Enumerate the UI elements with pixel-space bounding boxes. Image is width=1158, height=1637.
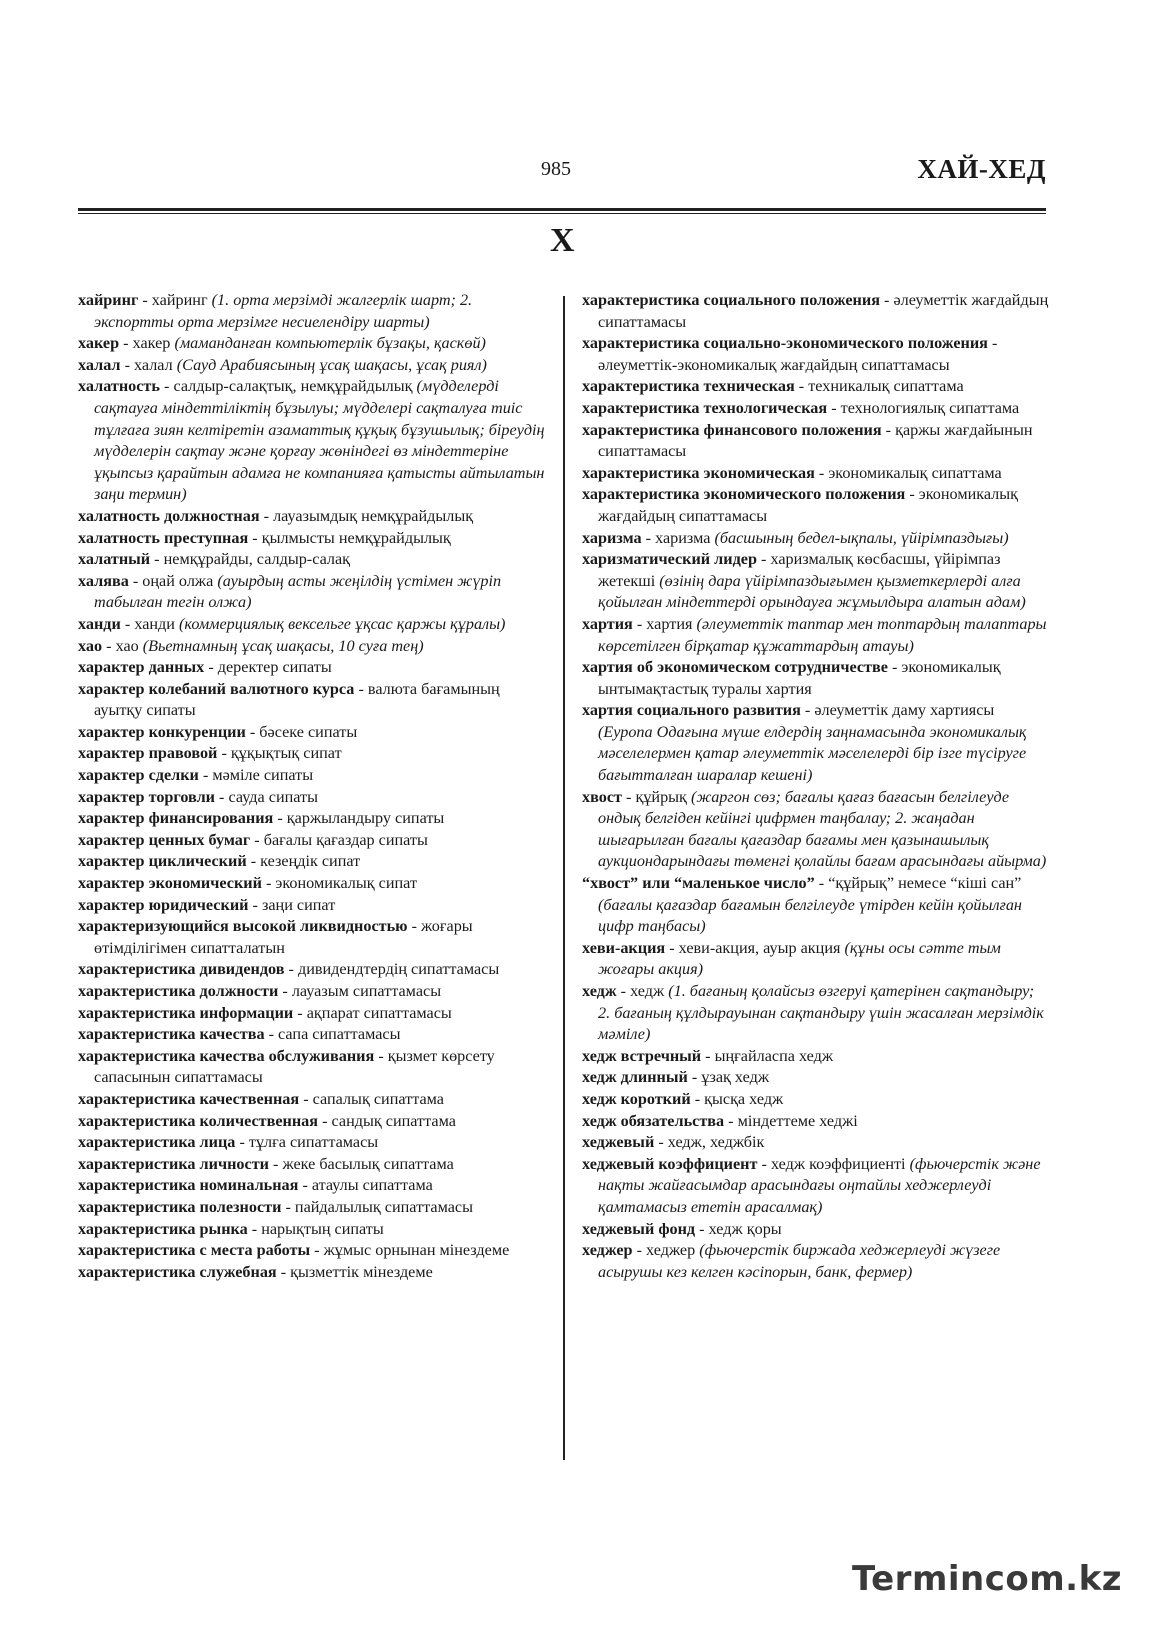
entry-note: (фьючерстік және нақты жайғасымдар арасындағы оңтайлы хеджерлеуді қамтамасыз ететін арасалмақ) <box>598 1154 1041 1216</box>
entry-term: характеристика экономического положения <box>582 485 906 504</box>
entry-translation: кезеңдік сипат <box>260 852 361 871</box>
entry-term: характеристика качественная <box>78 1089 300 1108</box>
entry-translation: әлеуметтік-экономикалық жағдайдың сипаттамасы <box>598 355 950 374</box>
entry-separator: - <box>632 1241 647 1260</box>
entry-term: хеджевый фонд <box>582 1219 696 1238</box>
dictionary-entry <box>78 981 548 1003</box>
entry-translation: хакер <box>132 334 175 353</box>
entry-translation: міндеттеме хеджі <box>737 1111 858 1130</box>
dictionary-entry <box>78 1262 548 1284</box>
entry-term: характеристика полезности <box>78 1197 282 1216</box>
entry-separator: - <box>150 550 164 569</box>
entry-translation: хеви-акция, ауыр акция <box>678 938 845 957</box>
dictionary-entry <box>78 657 548 679</box>
entry-term: характеристика лица <box>78 1133 236 1152</box>
entry-term: характеристика социального положения <box>582 291 880 309</box>
entry-translation: қызметтік мінездеме <box>290 1262 433 1281</box>
entry-translation: экономикалық сипат <box>275 874 418 893</box>
entry-separator: - <box>621 787 636 806</box>
dictionary-entry <box>78 1024 548 1046</box>
dictionary-entry <box>78 549 548 571</box>
dictionary-entry <box>78 614 548 636</box>
entry-term: хао <box>78 636 103 655</box>
running-head: ХАЙ-ХЕД <box>917 154 1046 184</box>
entry-term: характеристика с места работы <box>78 1241 311 1260</box>
header-rule-thin <box>78 213 1046 214</box>
entry-note: (Сауд Арабиясының ұсақ шақасы, ұсақ риял) <box>176 355 487 374</box>
entry-term: халатность <box>78 377 160 396</box>
entry-separator: - <box>217 744 231 763</box>
entry-translation: лауазым сипаттамасы <box>291 982 442 1000</box>
entry-separator: - <box>310 1241 324 1260</box>
watermark-text: Termincom.kz <box>851 1559 1122 1599</box>
entry-term: характеристика техническая <box>582 377 795 396</box>
dictionary-entry <box>582 657 1050 700</box>
entry-translation: хедж коэффициенті <box>770 1154 910 1173</box>
entry-translation: жеке басылық сипаттама <box>282 1154 454 1173</box>
entry-translation: валюта бағамының ауытқу сипаты <box>94 679 500 720</box>
entry-term: характеристика номинальная <box>78 1176 299 1195</box>
entry-separator: - <box>665 938 679 957</box>
dictionary-entry <box>78 1154 548 1176</box>
entry-note: (коммерциялық вексельге ұқсас қаржы құралы) <box>179 614 506 633</box>
entry-translation: экономикалық сипаттама <box>828 463 1002 482</box>
entry-separator: - <box>298 1176 312 1195</box>
entry-separator: - <box>881 420 896 439</box>
entry-translation: деректер сипаты <box>217 658 332 677</box>
dictionary-entry <box>78 1240 548 1262</box>
entry-separator: - <box>120 614 135 633</box>
entry-separator: - <box>215 787 229 806</box>
dictionary-entry <box>78 1003 548 1025</box>
entry-translation: пайдалылық сипаттамасы <box>294 1197 473 1216</box>
entry-translation: халал <box>134 355 177 374</box>
entry-translation: харизмалық көсбасшы, үйірімпаз жетекші <box>598 550 1001 590</box>
entry-translation: хедж, хеджбік <box>667 1133 765 1152</box>
entry-term: характеризующийся высокой ликвидностью <box>78 917 408 936</box>
entry-translation: бағалы қағаздар сипаты <box>263 830 428 849</box>
dictionary-entry <box>582 1067 1050 1089</box>
entry-translation: хартия <box>646 614 697 633</box>
dictionary-entry <box>78 290 548 333</box>
section-letter: Х <box>550 222 575 259</box>
entry-translation: сапа сипаттамасы <box>278 1025 401 1044</box>
entry-term: характер конкуренции <box>78 722 246 741</box>
entry-term: характеристика количественная <box>78 1111 319 1130</box>
dictionary-entry <box>78 528 548 550</box>
dictionary-entry <box>582 376 1050 398</box>
entry-note: (фьючерстік биржада хеджерлеуді жүзеге асырушы кез келген кәсіпорын, банк, фермер) <box>598 1241 1001 1281</box>
entry-term: хеджевый коэффициент <box>582 1154 758 1173</box>
entry-translation: технологиялық сипаттама <box>840 398 1020 417</box>
entry-term: характер торговли <box>78 787 215 806</box>
entry-term: хартия об экономическом сотрудничестве <box>582 658 888 677</box>
dictionary-entry <box>78 851 548 873</box>
dictionary-entry <box>582 290 1050 333</box>
dictionary-entry <box>582 787 1050 873</box>
entry-separator: - <box>616 982 631 1000</box>
entry-term: хакер <box>78 334 120 353</box>
entry-translation: ақпарат сипаттамасы <box>306 1003 452 1022</box>
entry-term: хедж встречный <box>582 1046 702 1065</box>
entry-separator: - <box>276 1262 291 1281</box>
dictionary-entry <box>78 571 548 614</box>
entry-term: халал <box>78 355 121 374</box>
entry-translation: ұзақ хедж <box>701 1068 770 1087</box>
entry-translation: құйрық <box>635 787 691 806</box>
dictionary-entry <box>78 333 548 355</box>
entry-translation: салдыр-салақтық, немқұрайдылық <box>173 377 417 396</box>
entry-term: характер финансирования <box>78 809 274 828</box>
entry-separator: - <box>632 614 647 633</box>
entry-separator: - <box>354 679 368 698</box>
entry-separator: - <box>756 550 771 569</box>
dictionary-entry <box>78 916 548 959</box>
entry-separator: - <box>695 1219 709 1238</box>
entry-separator: - <box>687 1068 702 1087</box>
entry-separator: - <box>827 398 841 417</box>
entry-term: характеристика дивидендов <box>78 960 285 979</box>
entry-separator: - <box>119 334 133 353</box>
entry-note: (өзінің дара үйірімпаздығымен қызметкерлерді алға қойылған міндеттерді орындауға жұмылдыра алатын адам) <box>598 571 1026 612</box>
dictionary-entry <box>78 959 548 981</box>
entry-translation: нарықтың сипаты <box>261 1219 384 1238</box>
entry-translation: хао <box>115 636 143 655</box>
entry-note: (жаргон сөз; бағалы қағаз бағасын белгілеуде ондық белгіден кейінгі цифрмен таңбалау; 2. жаңадан шығарылған бағалы қағаздар бағамы мен қазынашылық аукциондарындағы төменгі қолайлы бағам арасындағы айырма) <box>598 787 1047 871</box>
entry-separator: - <box>374 1046 388 1065</box>
entry-note: (1. бағаның қолайсыз өзгеруі қатерінен сақтандыру; 2. бағаның құлдырауынан сақтандыру үшін жасалған мерзімдік мәміле) <box>598 982 1044 1044</box>
entry-separator: - <box>814 463 829 482</box>
entry-term: характер ценных бумаг <box>78 830 251 849</box>
entry-translation: сауда сипаты <box>228 787 318 806</box>
entry-term: хвост <box>582 787 622 806</box>
entry-separator: - <box>299 1089 313 1108</box>
dictionary-entry <box>78 722 548 744</box>
entry-translation: ханди <box>134 614 179 633</box>
entry-separator: - <box>198 766 213 785</box>
dictionary-entry <box>582 981 1050 1046</box>
dictionary-entry <box>78 1111 548 1133</box>
entry-term: “хвост” или “маленькое число” <box>582 874 815 893</box>
dictionary-entry <box>78 1197 548 1219</box>
entry-separator: - <box>250 830 264 849</box>
entry-translation: дивидендтердің сипаттамасы <box>297 960 500 979</box>
entry-translation: лауазымдық немқұрайдылық <box>273 506 474 525</box>
entry-term: хедж обязательства <box>582 1111 725 1130</box>
dictionary-entry <box>78 679 548 722</box>
entry-term: характер циклический <box>78 852 247 871</box>
entry-separator: - <box>261 874 276 893</box>
dictionary-entry <box>582 1240 1050 1283</box>
entry-translation: хеджер <box>646 1241 700 1260</box>
entry-term: характеристика служебная <box>78 1262 277 1281</box>
dictionary-entry <box>78 830 548 852</box>
entry-term: характеристика информации <box>78 1003 294 1022</box>
dictionary-entry <box>78 765 548 787</box>
entry-term: характер экономический <box>78 874 262 893</box>
entry-separator: - <box>273 809 287 828</box>
entry-translation: хедж <box>630 982 669 1000</box>
entry-separator: - <box>264 1025 279 1044</box>
dictionary-entry <box>78 636 548 658</box>
dictionary-entry <box>78 355 548 377</box>
entry-note: (ауырдың асты жеңілдің үстімен жүріп табылған тегін олжа) <box>94 571 502 612</box>
dictionary-entry <box>78 376 548 506</box>
dictionary-entry <box>582 1046 1050 1068</box>
entry-term: характеристика личности <box>78 1154 269 1173</box>
dictionary-entry <box>78 1219 548 1241</box>
entry-separator: - <box>879 291 894 309</box>
entry-separator: - <box>204 658 218 677</box>
dictionary-entry <box>78 895 548 917</box>
entry-term: хайринг <box>78 291 139 309</box>
entry-term: характер данных <box>78 658 205 677</box>
dictionary-entry <box>582 1089 1050 1111</box>
entry-note: (құны осы сәтте тым жоғары акция) <box>598 938 1001 979</box>
dictionary-entry <box>582 614 1050 657</box>
entry-term: хеджевый <box>582 1133 655 1152</box>
entry-term: халява <box>78 571 129 590</box>
entry-translation: “құйрық” немесе “кіші сан” <box>828 874 1022 893</box>
entry-term: хеджер <box>582 1241 633 1260</box>
entry-term: характеристика финансового положения <box>582 420 882 439</box>
entry-translation: қылмысты немқұрайдылық <box>261 528 451 547</box>
entry-term: хартия социального развития <box>582 701 801 720</box>
dictionary-entry <box>582 1111 1050 1133</box>
dictionary-entry <box>582 333 1050 376</box>
dictionary-entry <box>78 1089 548 1111</box>
entry-translation: әлеуметтік жағдайдың сипаттамасы <box>598 291 1049 331</box>
entry-separator: - <box>248 895 262 914</box>
dictionary-entry <box>582 528 1050 550</box>
entry-translation: жұмыс орнынан мінездеме <box>323 1241 510 1260</box>
entry-translation: харизма <box>655 528 715 547</box>
entry-translation: экономикалық жағдайдың сипаттамасы <box>598 485 1018 525</box>
column-divider <box>563 296 565 1460</box>
dictionary-entry <box>582 938 1050 981</box>
entry-term: характеристика рынка <box>78 1219 248 1238</box>
entry-translation: сандық сипаттама <box>331 1111 456 1130</box>
entry-translation: мәміле сипаты <box>212 766 314 785</box>
entry-translation: техникалық сипаттама <box>808 377 964 396</box>
left-column <box>78 290 548 1283</box>
entry-translation: экономикалық ынтымақтастық туралы хартия <box>598 658 1001 698</box>
entry-term: ханди <box>78 614 121 633</box>
dictionary-entry <box>78 873 548 895</box>
entry-translation: қаржы жағдайынын сипаттамасы <box>598 420 1033 461</box>
entry-term: характер сделки <box>78 766 199 785</box>
entry-note: (басшының бедел-ықпалы, үйірімпаздығы) <box>714 528 1009 547</box>
dictionary-entry <box>582 420 1050 463</box>
dictionary-entry <box>582 700 1050 786</box>
entry-note: (Вьетнамның ұсақ шақасы, 10 суға тең) <box>142 636 424 655</box>
entry-translation: немқұрайды, салдыр-салақ <box>163 550 351 569</box>
entry-term: характеристика технологическая <box>582 398 828 417</box>
entry-separator: - <box>701 1046 715 1065</box>
entry-note: (мүдделерді сақтауға міндеттіліктің бұзылуы; мүдделері сақталуға тиіс тұлғаға зиян келтіретін азаматтық құқық бұзушылық; біреудің мүдделерін сақтау және қорғау жөніндегі өз міндеттеріне ұқыпсыз қарайтын адамға не компанияға қатысты айтылатын заңи термин) <box>94 377 545 504</box>
entry-translation: қаржыландыру сипаты <box>286 809 445 828</box>
entry-term: характеристика должности <box>78 982 279 1000</box>
entry-term: халатный <box>78 550 151 569</box>
entry-separator: - <box>987 334 998 353</box>
entry-term: характеристика социально-экономического положения <box>582 334 988 353</box>
entry-term: халатность должностная <box>78 506 260 525</box>
entry-term: характер правовой <box>78 744 218 763</box>
entry-term: хедж длинный <box>582 1068 688 1087</box>
entry-translation: бәсеке сипаты <box>259 722 358 741</box>
dictionary-entry <box>78 1175 548 1197</box>
entry-term: харизма <box>582 528 642 547</box>
entry-separator: - <box>800 701 815 720</box>
entry-separator: - <box>120 355 135 374</box>
entry-separator: - <box>248 528 262 547</box>
dictionary-entry <box>78 1046 548 1089</box>
entry-note: (бағалы қағаздар бағамын белгілеуде үтірден кейін қойылған цифр таңбасы) <box>598 895 1022 936</box>
entry-translation: заңи сипат <box>261 895 336 914</box>
entry-term: хедж короткий <box>582 1089 691 1108</box>
entry-note: (1. орта мерзімді жалгерлік шарт; 2. экспортты орта мерзімге несиелендіру шарты) <box>94 291 473 331</box>
entry-term: харизматический лидер <box>582 550 757 569</box>
dictionary-entry <box>78 787 548 809</box>
entry-translation: әлеуметтік даму хартиясы <box>814 701 995 720</box>
dictionary-entry <box>582 1132 1050 1154</box>
dictionary-entry <box>582 398 1050 420</box>
dictionary-entry <box>582 1154 1050 1219</box>
entry-translation: атаулы сипаттама <box>311 1176 433 1195</box>
header-rule <box>78 208 1046 211</box>
entry-term: характер юридический <box>78 895 249 914</box>
entry-translation: жоғары өтімділігімен сипатталатын <box>94 917 473 957</box>
entry-separator: - <box>318 1111 332 1130</box>
page-number: 985 <box>541 158 571 180</box>
dictionary-entry <box>78 1132 548 1154</box>
entry-translation: ыңғайласпа хедж <box>714 1046 834 1065</box>
entry-separator: - <box>284 960 298 979</box>
entry-term: хеви-акция <box>582 938 666 957</box>
entry-term: хартия <box>582 614 633 633</box>
entry-separator: - <box>293 1003 307 1022</box>
entry-separator: - <box>905 485 919 504</box>
entry-translation: қызмет көрсету сапасынын сипаттамасы <box>94 1046 495 1087</box>
entry-translation: тұлға сипаттамасы <box>248 1133 379 1152</box>
entry-separator: - <box>407 917 422 936</box>
entry-separator: - <box>641 528 656 547</box>
entry-translation: хайринг <box>151 291 212 309</box>
watermark-logo <box>852 1550 1122 1601</box>
entry-separator: - <box>757 1154 771 1173</box>
right-column <box>582 290 1050 1283</box>
entry-translation: хедж қоры <box>708 1219 782 1238</box>
entry-separator: - <box>268 1154 283 1173</box>
entry-separator: - <box>690 1089 705 1108</box>
entry-separator: - <box>102 636 116 655</box>
dictionary-entry <box>582 873 1050 938</box>
entry-separator: - <box>654 1133 668 1152</box>
entry-term: характеристика качества обслуживания <box>78 1046 375 1065</box>
dictionary-entry <box>78 506 548 528</box>
entry-separator: - <box>245 722 260 741</box>
entry-term: характеристика экономическая <box>582 463 815 482</box>
dictionary-entry <box>582 484 1050 527</box>
entry-separator: - <box>138 291 152 309</box>
entry-note: (маманданған компьютерлік бұзақы, қаскөй) <box>174 334 486 353</box>
entry-separator: - <box>246 852 261 871</box>
entry-separator: - <box>724 1111 738 1130</box>
entry-separator: - <box>794 377 809 396</box>
entry-translation: қысқа хедж <box>704 1089 784 1108</box>
entry-separator: - <box>235 1133 249 1152</box>
entry-note: (Еуропа Одағына мүше елдердің заңнамасында экономикалық мәселелермен қатар әлеуметтік мәселелерді бір ізге түсіруге бағытталған шаралар кешені) <box>598 722 1027 785</box>
entry-term: халатность преступная <box>78 528 249 547</box>
entry-separator: - <box>259 506 274 525</box>
dictionary-entry <box>582 549 1050 614</box>
dictionary-entry <box>582 463 1050 485</box>
entry-translation: құқықтық сипат <box>230 744 342 763</box>
entry-separator: - <box>247 1219 262 1238</box>
entry-separator: - <box>278 982 292 1000</box>
entry-separator: - <box>128 571 143 590</box>
dictionary-entry <box>78 743 548 765</box>
entry-separator: - <box>159 377 174 396</box>
entry-translation: оңай олжа <box>142 571 218 590</box>
entry-term: характер колебаний валютного курса <box>78 679 355 698</box>
entry-term: хедж <box>582 982 617 1000</box>
entry-note: (әлеуметтік таптар мен топтардың талаптары көрсетілген бірқатар құжаттардың атауы) <box>598 614 1047 655</box>
dictionary-entry <box>78 808 548 830</box>
entry-separator: - <box>887 658 902 677</box>
entry-term: характеристика качества <box>78 1025 265 1044</box>
dictionary-entry <box>582 1219 1050 1241</box>
entry-translation: сапалық сипаттама <box>312 1089 444 1108</box>
entry-separator: - <box>814 874 829 893</box>
entry-separator: - <box>281 1197 295 1216</box>
